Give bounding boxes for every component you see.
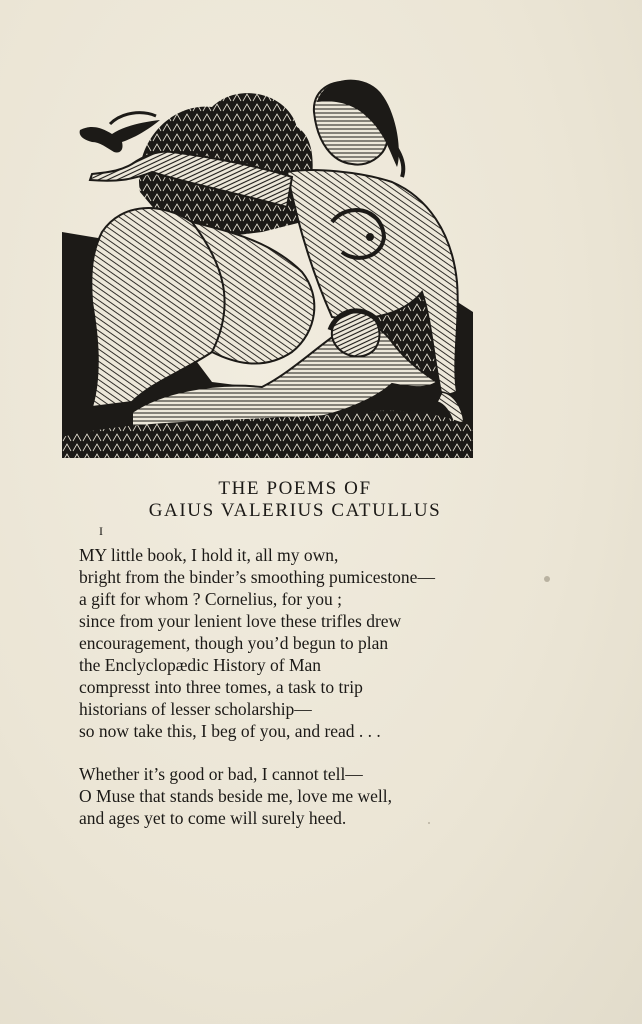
book-title-line-1: THE POEMS OF [218, 478, 372, 499]
poem-stanza-2 [79, 763, 499, 829]
woodcut-illustration [62, 72, 473, 458]
poem-line: encouragement, though you’d begun to plan [79, 633, 389, 653]
book-title-line-2: GAIUS VALERIUS CATULLUS [148, 500, 442, 521]
poem-line: historians of lesser scholarship— [79, 699, 312, 719]
paper-speck [428, 822, 430, 824]
poem-numeral: I [99, 524, 103, 538]
poem-stanza-1 [79, 544, 499, 742]
poem-line: since from your lenient love these trifles drew [79, 611, 402, 631]
poem-line: so now take this, I beg of you, and read . . . [79, 721, 381, 741]
poem-line: and ages yet to come will surely heed. [79, 808, 347, 828]
poem-line: bright from the binder’s smoothing pumicestone— [79, 567, 435, 587]
poem-line: compresst into three tomes, a task to trip [79, 677, 363, 697]
paper-speck [544, 576, 550, 582]
poem-line: O Muse that stands beside me, love me well, [79, 786, 392, 806]
poem-line: the Enclyclopædic History of Man [79, 655, 322, 675]
poem-line: a gift for whom ? Cornelius, for you ; [79, 589, 342, 609]
poem-line: MY little book, I hold it, all my own, [79, 545, 339, 565]
poem-line: Whether it’s good or bad, I cannot tell— [79, 764, 363, 784]
